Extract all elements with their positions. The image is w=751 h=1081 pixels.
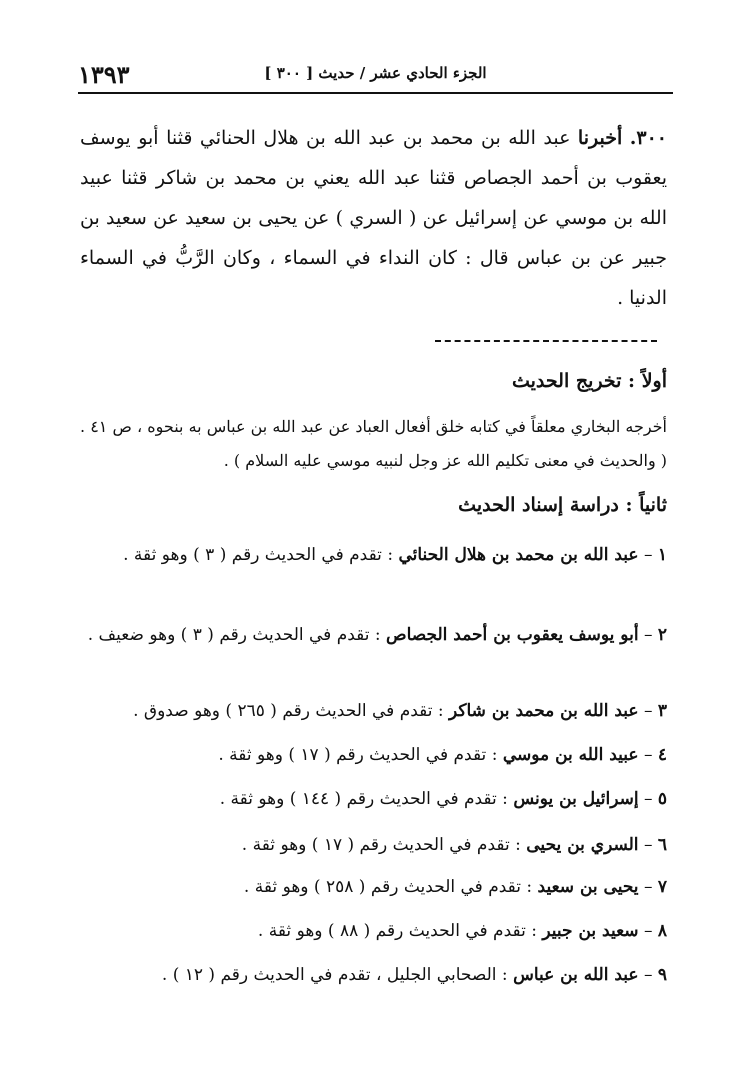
narrator-description: تقدم في الحديث رقم ( ١٧ ) وهو ثقة . bbox=[241, 835, 510, 855]
narrator-description: تقدم في الحديث رقم ( ١٧ ) وهو ثقة . bbox=[218, 745, 487, 765]
narrator-number: ٢ bbox=[657, 625, 667, 645]
section-label: ثانياً bbox=[639, 494, 667, 516]
hadith-text bbox=[80, 118, 667, 318]
narrator-description: تقدم في الحديث رقم ( ٣ ) وهو ضعيف . bbox=[87, 625, 370, 645]
narrator-name: السري بن يحيى bbox=[526, 835, 639, 855]
section-heading-takhrij: أولاً : تخريج الحديث bbox=[511, 370, 667, 392]
narrator-number: ٧ bbox=[657, 877, 667, 897]
narrator-name: أبو يوسف يعقوب بن أحمد الجصاص bbox=[386, 625, 639, 645]
page-header bbox=[78, 58, 673, 94]
narrator-item: ٨ – سعيد بن جبير : تقدم في الحديث رقم ( ٨٨ ) وهو ثقة . bbox=[257, 921, 667, 941]
narrator-item: ٢ – أبو يوسف يعقوب بن أحمد الجصاص : تقدم في الحديث رقم ( ٣ ) وهو ضعيف . bbox=[87, 625, 667, 645]
narrator-description: تقدم في الحديث رقم ( ٢٥٨ ) وهو ثقة . bbox=[243, 877, 521, 897]
narrator-description: تقدم في الحديث رقم ( ٢٦٥ ) وهو صدوق . bbox=[133, 701, 433, 721]
dashed-separator bbox=[435, 340, 657, 342]
narrator-name: عبد الله بن محمد بن هلال الحنائي bbox=[398, 545, 639, 565]
narrator-number: ٥ bbox=[657, 789, 667, 809]
narrator-name: يحيى بن سعيد bbox=[537, 877, 639, 897]
narrator-item: ١ – عبد الله بن محمد بن هلال الحنائي : تقدم في الحديث رقم ( ٣ ) وهو ثقة . bbox=[123, 545, 667, 565]
section-title: تخريج الحديث bbox=[511, 370, 622, 392]
hadith-number: ٣٠٠. bbox=[629, 127, 668, 149]
page-number: ١٣٩٣ bbox=[78, 60, 130, 89]
narrator-description: تقدم في الحديث رقم ( ٣ ) وهو ثقة . bbox=[123, 545, 382, 565]
running-title: الجزء الحادي عشر / حديث [ ٣٠٠ ] bbox=[264, 64, 487, 82]
narrator-description: تقدم في الحديث رقم ( ٨٨ ) وهو ثقة . bbox=[257, 921, 526, 941]
narrator-name: عبد الله بن عباس bbox=[513, 965, 639, 985]
narrator-name: إسرائيل بن يونس bbox=[513, 789, 639, 809]
narrator-number: ٤ bbox=[657, 745, 667, 765]
narrator-name: عبد الله بن محمد بن شاكر bbox=[449, 701, 639, 721]
narrator-item: ٥ – إسرائيل بن يونس : تقدم في الحديث رقم ( ١٤٤ ) وهو ثقة . bbox=[219, 789, 667, 809]
narrator-item: ٦ – السري بن يحيى : تقدم في الحديث رقم ( ١٧ ) وهو ثقة . bbox=[241, 835, 667, 855]
section-heading-isnad: ثانياً : دراسة إسناد الحديث bbox=[458, 494, 667, 516]
narrator-number: ١ bbox=[657, 545, 667, 565]
narrator-name: عبيد الله بن موسي bbox=[502, 745, 639, 765]
narrator-item: ٤ – عبيد الله بن موسي : تقدم في الحديث رقم ( ١٧ ) وهو ثقة . bbox=[218, 745, 667, 765]
narrator-number: ٦ bbox=[657, 835, 667, 855]
takhrij-body: أخرجه البخاري معلقاً في كتابه خلق أفعال العباد عن عبد الله بن عباس به بنحوه ، ص ٤١ . ( والحديث في معنى تكليم الله عز وجل لنبيه موسي عليه السلام ) . bbox=[80, 417, 668, 470]
narrator-number: ٨ bbox=[657, 921, 667, 941]
section-title: دراسة إسناد الحديث bbox=[458, 494, 619, 516]
hadith-lead-word: أخبرنا bbox=[577, 127, 623, 149]
narrator-item: ٩ – عبد الله بن عباس : الصحابي الجليل ، تقدم في الحديث رقم ( ١٢ ) . bbox=[161, 965, 667, 985]
narrator-number: ٩ bbox=[657, 965, 667, 985]
section-label: أولاً bbox=[641, 370, 667, 392]
narrator-number: ٣ bbox=[657, 701, 667, 721]
narrator-description: الصحابي الجليل ، تقدم في الحديث رقم ( ١٢ ) . bbox=[161, 965, 497, 985]
narrator-name: سعيد بن جبير bbox=[542, 921, 639, 941]
narrator-item: ٧ – يحيى بن سعيد : تقدم في الحديث رقم ( ٢٥٨ ) وهو ثقة . bbox=[243, 877, 667, 897]
narrator-item: ٣ – عبد الله بن محمد بن شاكر : تقدم في الحديث رقم ( ٢٦٥ ) وهو صدوق . bbox=[133, 701, 667, 721]
hadith-body: عبد الله بن محمد بن عبد الله بن هلال الحنائي قثنا أبو يوسف يعقوب بن أحمد الجصاص قثنا عبد الله يعني بن محمد بن شاكر قثنا عبيد الله بن موسي عن إسرائيل عن ( السري ) عن يحيى بن سعيد عن سعيد بن جبير عن بن عباس قال : كان النداء في السماء ، وكان الرَّبُّ في السماء الدنيا . bbox=[80, 127, 667, 309]
narrator-description: تقدم في الحديث رقم ( ١٤٤ ) وهو ثقة . bbox=[219, 789, 497, 809]
